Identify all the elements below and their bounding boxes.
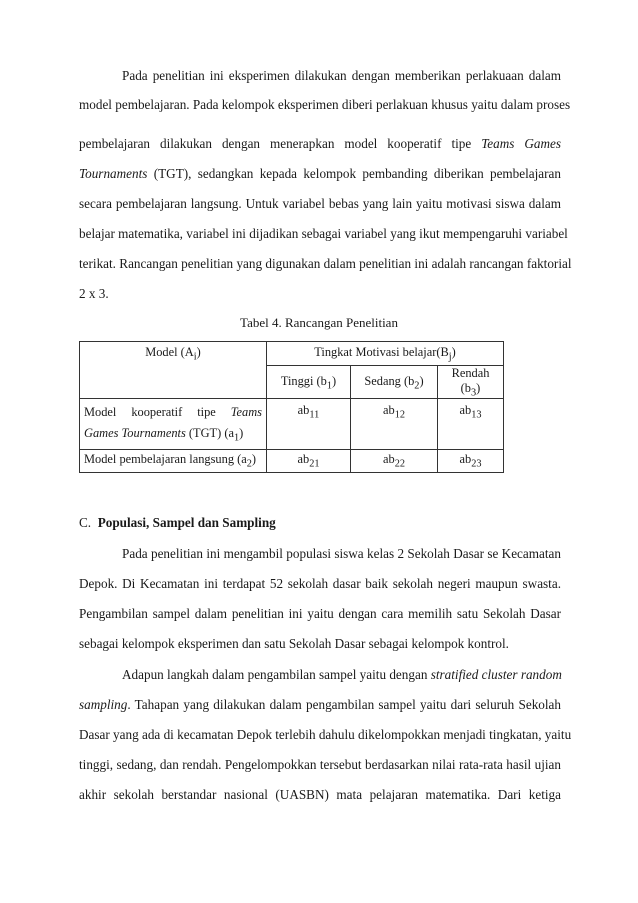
section-letter: C. [79, 515, 92, 530]
header-model-text: Model (A [145, 345, 194, 359]
header-motivasi-sub: j [448, 351, 452, 363]
level-rendah [438, 366, 504, 399]
cell-ab23 [438, 449, 504, 472]
p2-line-2-text: . Tahapan yang dilakukan dalam pengambilan sampel yaitu dari seluruh Sekolah [127, 697, 561, 712]
cell-ab11-sub: 11 [309, 409, 320, 421]
cell-ab23-sub: 23 [471, 458, 482, 470]
p2-line-3: Dasar yang ada di kecamatan Depok terlebih dahulu dikelompokkan menjadi tingkatan, yaitu [79, 727, 572, 742]
p2-line-1-italic: stratified cluster random [430, 667, 562, 682]
intro-line-3-italic: Teams Games [481, 136, 561, 151]
row2-label-text: Model pembelajaran langsung (a [84, 452, 247, 467]
intro-line-4 [79, 166, 561, 182]
header-model-end: ) [196, 345, 201, 359]
cell-ab13-base: ab [459, 403, 472, 418]
level-rendah-text: Rendah (b [451, 366, 490, 395]
intro-line-8: 2 x 3. [79, 286, 109, 301]
level-tinggi-end: ) [332, 373, 337, 388]
intro-line-2: model pembelajaran. Pada kelompok eksperimen diberi perlakuan khusus yaitu dalam proses [79, 97, 571, 112]
row1-label-line1: Model kooperatif tipe Teams [84, 405, 262, 420]
table-caption: Tabel 4. Rancangan Penelitian [240, 315, 398, 330]
p2-line-2 [79, 697, 561, 713]
row2-label [80, 449, 267, 472]
cell-ab22-sub: 22 [394, 458, 406, 470]
table-row [80, 399, 504, 449]
level-tinggi-sub: 1 [326, 379, 333, 391]
level-tinggi [267, 366, 351, 399]
row1-label-sub: 1 [233, 432, 240, 444]
intro-line-5: secara pembelajaran langsung. Untuk variabel bebas yang lain yaitu motivasi siswa dalam [79, 196, 561, 211]
p1-line-4: sebagai kelompok eksperimen dan satu Sekolah Dasar sebagai kelompok kontrol. [79, 636, 509, 651]
row1-label-tail: (TGT) (a [185, 426, 234, 441]
intro-line-4-text: (TGT), sedangkan kepada kelompok pembanding diberikan pembelajaran [153, 166, 562, 181]
intro-line-7: terikat. Rancangan penelitian yang digunakan dalam penelitian ini adalah rancangan faktorial [79, 256, 572, 271]
cell-ab12 [351, 399, 438, 449]
row2-label-end: ) [251, 452, 257, 467]
cell-ab22 [351, 449, 438, 472]
cell-ab13-sub: 13 [471, 409, 482, 421]
cell-ab23-base: ab [459, 452, 472, 467]
cell-ab22-base: ab [382, 452, 395, 467]
p2-line-4: tinggi, sedang, dan rendah. Pengelompokkan tersebut berdasarkan nilai rata-rata hasil ujian [79, 757, 561, 772]
intro-line-3-text: pembelajaran dilakukan dengan menerapkan model kooperatif tipe [79, 136, 482, 151]
intro-line-6: belajar matematika, variabel ini dijadikan sebagai variabel yang ikut mempengaruhi variabel [79, 226, 568, 241]
section-heading [79, 515, 276, 531]
level-sedang [351, 366, 438, 399]
row2-label-sub: 2 [246, 458, 252, 470]
cell-ab12-sub: 12 [394, 409, 406, 421]
intro-line-3 [79, 136, 561, 152]
header-model [80, 342, 267, 399]
section-title: Populasi, Sampel dan Sampling [97, 515, 276, 530]
header-model-sub: i [193, 351, 197, 363]
level-tinggi-text: Tinggi (b [280, 373, 327, 388]
p2-line-1 [79, 667, 561, 683]
header-motivasi-text: Tingkat Motivasi belajar(B [314, 344, 449, 359]
cell-ab12-base: ab [382, 403, 395, 418]
level-sedang-sub: 2 [414, 379, 420, 391]
p1-line-1: Pada penelitian ini mengambil populasi siswa kelas 2 Sekolah Dasar se Kecamatan [122, 546, 561, 561]
p1-line-3: Pengambilan sampel dalam penelitian ini yaitu dengan cara memilih satu Sekolah Dasar [79, 606, 561, 621]
p2-line-5: akhir sekolah berstandar nasional (UASBN) mata pelajaran matematika. Dari ketiga [79, 787, 561, 802]
level-rendah-end: ) [476, 381, 481, 395]
cell-ab21 [267, 449, 351, 472]
intro-line-1: Pada penelitian ini eksperimen dilakukan dengan memberikan perlakuaan dalam [122, 68, 561, 83]
level-sedang-text: Sedang (b [364, 373, 415, 388]
row1-label [80, 399, 267, 449]
p1-line-2: Depok. Di Kecamatan ini terdapat 52 sekolah dasar baik sekolah negeri maupun swasta. [79, 576, 561, 591]
p2-line-2-italic: sampling [79, 697, 128, 712]
p2-line-1-text: Adapun langkah dalam pengambilan sampel yaitu dengan [122, 667, 431, 682]
table-header-row [80, 342, 504, 366]
header-motivasi [267, 342, 504, 366]
header-motivasi-end: ) [451, 344, 456, 359]
intro-line-4-italic: Tournaments [79, 166, 148, 181]
level-rendah-sub: 3 [471, 387, 477, 399]
level-sedang-end: ) [419, 373, 424, 388]
research-design-table [79, 341, 504, 473]
table-row [80, 449, 504, 472]
cell-ab11 [267, 399, 351, 449]
cell-ab21-sub: 21 [309, 458, 320, 470]
row1-label-end: ) [239, 426, 244, 441]
cell-ab21-base: ab [297, 452, 310, 467]
cell-ab11-base: ab [297, 403, 310, 418]
cell-ab13 [438, 399, 504, 449]
row1-label-italic: Games Tournaments [84, 426, 186, 441]
